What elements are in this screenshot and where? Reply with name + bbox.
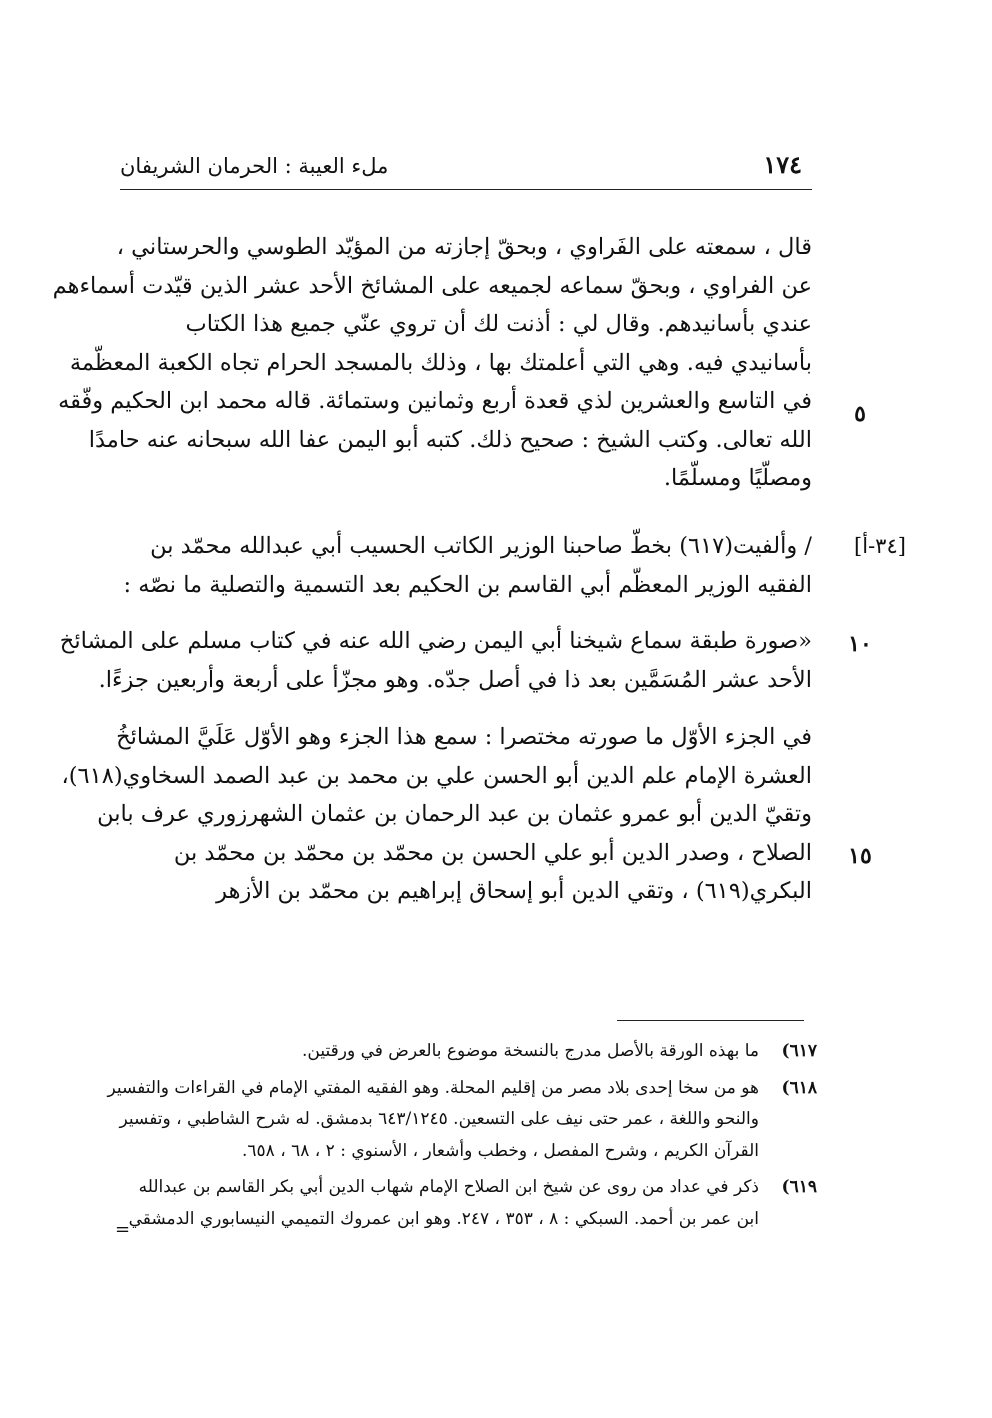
footnote-619 — [125, 1172, 817, 1235]
text-line: وتقيّ الدين أبو عمرو عثمان بن عبد الرحمان بن عثمان الشهرزوري عرف بابن — [97, 801, 812, 827]
continuation-mark: = — [115, 1219, 131, 1240]
footnote-line: ابن عمر بن أحمد. السبكي : ٨ ، ٣٥٣ ، ٢٤٧. وهو ابن عمروك التميمي النيسابوري الدمشقي — [128, 1208, 759, 1229]
text-line: في الجزء الأوّل ما صورته مختصرا : سمع هذا الجزء وهو الأوّل عَلَيَّ المشائخُ — [116, 724, 812, 750]
text-line: / وألفيت(٦١٧) بخطّ صاحبنا الوزير الكاتب الحسيب أبي عبدالله محمّد بن — [150, 533, 812, 559]
text-line: الله تعالى. وكتب الشيخ : صحيح ذلك. كتبه أبو اليمن عفا الله سبحانه عنه حامدًا — [88, 426, 812, 453]
running-header — [120, 150, 802, 184]
footnote-number: ٦١٨) — [781, 1077, 817, 1098]
text-line: قال ، سمعته على الفَراوي ، وبحقّ إجازته من المؤيّد الطوسي والحرستاني ، — [116, 234, 812, 260]
footnote-number: ٦١٧) — [781, 1041, 817, 1061]
page-number: ١٧٤ — [763, 150, 802, 179]
footnote-number: ٦١٩) — [781, 1177, 817, 1197]
text-line: العشرة الإمام علم الدين أبو الحسن علي بن محمد بن عبد الصمد السخاوي(٦١٨)، — [61, 762, 812, 789]
text-line: الفقيه الوزير المعظّم أبي القاسم بن الحكيم بعد التسمية والتصلية ما نصّه : — [123, 571, 812, 598]
text-line: الأحد عشر المُسَمَّين بعد ذا في أصل جدّه. وهو مجزّأ على أربعة وأربعين جزءًا. — [98, 666, 812, 693]
text-line: ومصلّيًا ومسلّمًا. — [663, 465, 812, 491]
running-title: ملء العيبة : الحرمان الشريفان — [120, 154, 389, 178]
footnote-line: ذكر في عداد من روى عن شيخ ابن الصلاح الإمام شهاب الدين أبي بكر القاسم بن عبدالله — [138, 1177, 759, 1197]
footnotes — [107, 1036, 817, 1235]
text-line: عن الفراوي ، وبحقّ سماعه لجميعه على المشائخ الأحد عشر الذين قيّدت أسماءهم — [52, 272, 812, 299]
line-number-10: ١٠ — [848, 631, 872, 657]
paragraph-2 — [125, 527, 812, 604]
footnote-line: والنحو واللغة ، عمر حتى نيف على التسعين. ٦٤٣/١٢٤٥ بدمشق. له شرح الشاطبي ، وتفسير — [119, 1109, 759, 1129]
line-number-5: ٥ — [854, 401, 866, 427]
footnote-617 — [125, 1036, 817, 1068]
footnote-line: ما بهذه الورقة بالأصل مدرج بالنسخة موضوع بالعرض في ورقتين. — [302, 1041, 759, 1061]
text-line: بأسانيدي فيه. وهي التي أعلمتك بها ، وذلك بالمسجد الحرام تجاه الكعبة المعظّمة — [69, 349, 812, 376]
footnote-rule — [617, 1020, 804, 1021]
text-line: «صورة طبقة سماع شيخنا أبي اليمن رضي الله عنه في كتاب مسلم على المشائخ — [59, 628, 812, 654]
paragraph-3 — [59, 622, 812, 699]
paragraph-4 — [61, 718, 812, 911]
footnote-618 — [107, 1073, 817, 1168]
footnote-line: القرآن الكريم ، وشرح المفصل ، وخطب وأشعار ، الأسنوي : ٢ ، ٦٨ ، ٦٥٨. — [241, 1140, 759, 1161]
text-line: الصلاح ، وصدر الدين أبو علي الحسن بن محمّد بن محمّد بن محمّد بن — [173, 839, 812, 866]
folio-marker: [٣٤-أ] — [854, 534, 906, 558]
text-line: البكري(٦١٩) ، وتقي الدين أبو إسحاق إبراهيم بن محمّد بن الأزهر — [216, 878, 812, 904]
text-line: في التاسع والعشرين لذي قعدة أربع وثمانين وستمائة. قاله محمد ابن الحكيم وفّقه — [58, 388, 812, 414]
header-rule — [120, 189, 812, 190]
line-number-15: ١٥ — [848, 843, 872, 869]
paragraph-1 — [52, 228, 812, 498]
footnote-line: هو من سخا إحدى بلاد مصر من إقليم المحلة. وهو الفقيه المفتي الإمام في القراءات والتفسير — [107, 1077, 759, 1098]
text-line: عندي بأسانيدهم. وقال لي : أذنت لك أن تروي عنّي جميع هذا الكتاب — [185, 311, 812, 337]
